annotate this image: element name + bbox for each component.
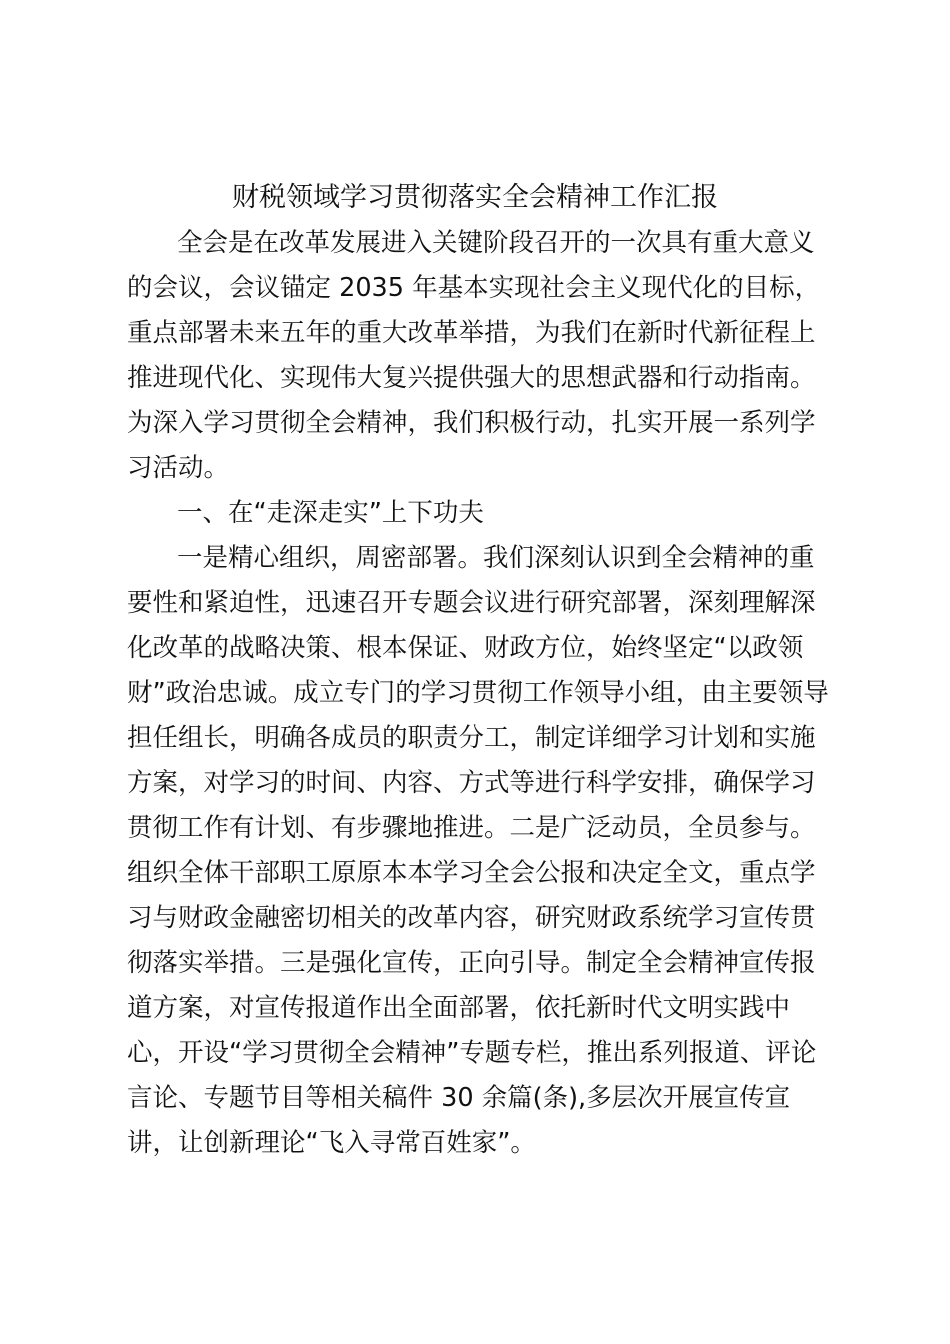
paragraph-line: 组织全体干部职工原原本本学习全会公报和决定全文，重点学	[127, 858, 816, 888]
paragraph-line: 推进现代化、实现伟大复兴提供强大的思想武器和行动指南。	[127, 363, 816, 393]
paragraph-line: 心，开设“学习贯彻全会精神”专题专栏，推出系列报道、评论	[127, 1038, 817, 1068]
paragraph-line: 重点部署未来五年的重大改革举措，为我们在新时代新征程上	[127, 318, 816, 348]
paragraph-line: 习与财政金融密切相关的改革内容，研究财政系统学习宣传贯	[127, 903, 816, 933]
paragraph-line: 方案，对学习的时间、内容、方式等进行科学安排，确保学习	[127, 768, 816, 798]
paragraph-line: 财”政治忠诚。成立专门的学习贯彻工作领导小组，由主要领导	[127, 678, 829, 708]
paragraph-line: 化改革的战略决策、根本保证、财政方位，始终坚定“以政领	[127, 633, 804, 663]
paragraph-line: 担任组长，明确各成员的职责分工，制定详细学习计划和实施	[127, 723, 816, 753]
paragraph-line: 讲，让创新理论“飞入寻常百姓家”。	[127, 1128, 536, 1158]
paragraph-line: 要性和紧迫性，迅速召开专题会议进行研究部署，深刻理解深	[127, 588, 816, 618]
paragraph-line: 道方案，对宣传报道作出全面部署，依托新时代文明实践中	[127, 993, 791, 1023]
section-heading: 一、在“走深走实”上下功夫	[177, 498, 484, 528]
paragraph-line: 为深入学习贯彻全会精神，我们积极行动，扎实开展一系列学	[127, 408, 816, 438]
paragraph-line: 全会是在改革发展进入关键阶段召开的一次具有重大意义	[177, 228, 815, 258]
paragraph-line: 彻落实举措。三是强化宣传，正向引导。制定全会精神宣传报	[127, 948, 816, 978]
paragraph-line: 的会议，会议锚定 2035 年基本实现社会主义现代化的目标，	[127, 273, 821, 303]
paragraph-line: 贯彻工作有计划、有步骤地推进。二是广泛动员，全员参与。	[127, 813, 816, 843]
paragraph-line: 习活动。	[127, 453, 230, 483]
document-title: 财税领域学习贯彻落实全会精神工作汇报	[232, 182, 718, 213]
paragraph-line: 言论、专题节目等相关稿件 30 余篇(条),多层次开展宣传宣	[127, 1083, 791, 1113]
paragraph-line: 一是精心组织，周密部署。我们深刻认识到全会精神的重	[177, 543, 815, 573]
